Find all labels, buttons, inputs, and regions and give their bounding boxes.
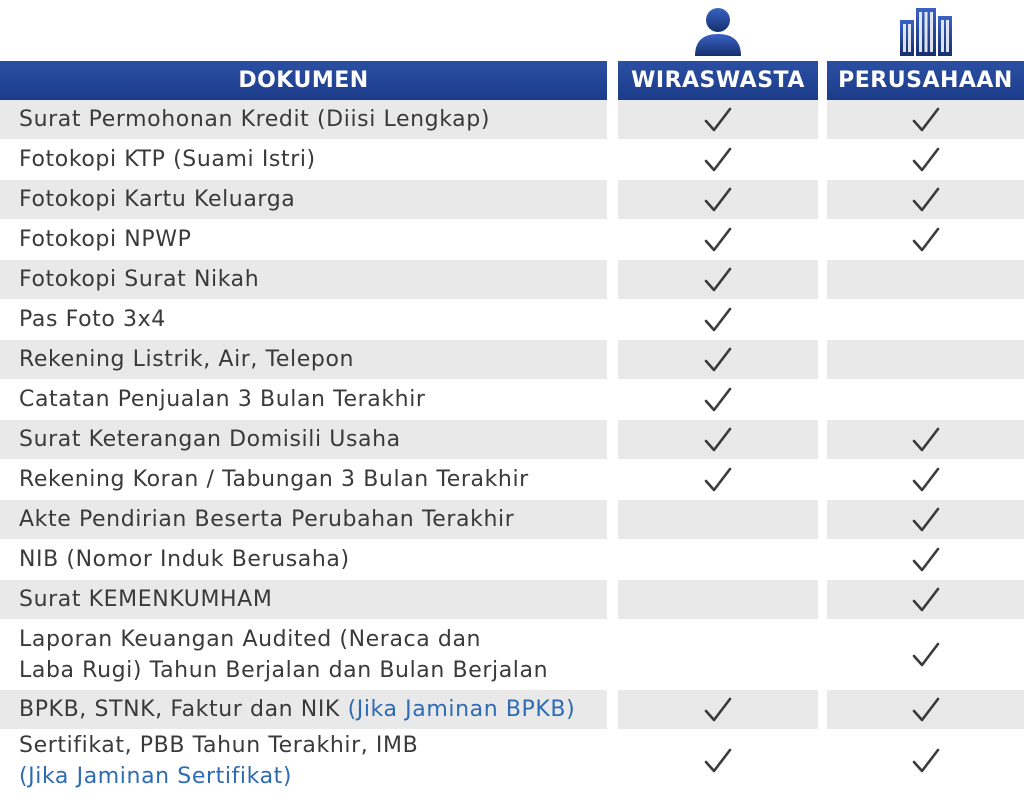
document-name [0,260,607,299]
document-name [0,620,607,689]
wiraswasta-cell [618,340,818,379]
document-label-line: Laporan Keuangan Audited (Neraca dan [19,626,482,652]
table-row [0,260,1024,300]
document-label [19,344,354,375]
checkmark-icon [703,695,733,725]
checkmark-icon [911,465,941,495]
wiraswasta-cell [618,420,818,459]
table-row [0,380,1024,420]
wiraswasta-cell [618,140,818,179]
column-header-perusahaan: PERUSAHAAN [827,61,1024,100]
checkmark-icon [703,225,733,255]
document-label-line: Fotokopi Surat Nikah [19,267,260,292]
document-label [19,504,514,535]
table-row [0,580,1024,620]
table-row [0,180,1024,220]
checkmark-icon [911,505,941,535]
document-label [19,104,490,135]
perusahaan-cell [827,730,1024,792]
wiraswasta-cell [618,180,818,219]
perusahaan-cell [827,260,1024,299]
document-name [0,300,607,339]
checkmark-icon [911,545,941,575]
perusahaan-cell [827,220,1024,259]
document-label [19,464,529,495]
perusahaan-cell [827,620,1024,689]
document-label [19,624,548,686]
document-label [19,730,418,792]
checkmark-icon [703,265,733,295]
table-row [0,140,1024,180]
document-label-line: Fotokopi NPWP [19,227,192,252]
wiraswasta-cell [618,730,818,792]
wiraswasta-cell [618,460,818,499]
building-icon [896,6,956,56]
wiraswasta-cell [618,540,818,579]
document-name [0,420,607,459]
checkmark-icon [703,185,733,215]
document-label [19,424,401,455]
perusahaan-cell [827,420,1024,459]
checkmark-icon [911,640,941,670]
document-table [0,100,1024,793]
document-label-line: Rekening Listrik, Air, Telepon [19,347,355,372]
table-row [0,300,1024,340]
perusahaan-cell [827,100,1024,139]
wiraswasta-cell [618,380,818,419]
checkmark-icon [911,585,941,615]
document-label-line: Catatan Penjualan 3 Bulan Terakhir [19,387,426,412]
document-name [0,100,607,139]
table-row [0,730,1024,793]
table-row [0,420,1024,460]
document-label-line: Surat Keterangan Domisili Usaha [19,427,401,452]
document-label-line: NIB (Nomor Induk Berusaha) [19,547,350,572]
document-name [0,540,607,579]
collateral-note: (Jika Jaminan Sertifikat) [19,764,293,789]
table-row [0,100,1024,140]
document-label [19,384,426,415]
checkmark-icon [703,465,733,495]
perusahaan-cell [827,140,1024,179]
document-label-line: Fotokopi KTP (Suami Istri) [19,147,316,172]
checkmark-icon [911,746,941,776]
document-label-line: Akte Pendirian Beserta Perubahan Terakhir [19,507,515,532]
checkmark-icon [703,746,733,776]
checkmark-icon [703,305,733,335]
document-label-line: Sertifikat, PBB Tahun Terakhir, IMB [19,733,419,758]
perusahaan-cell [827,340,1024,379]
checkmark-icon [911,225,941,255]
checkmark-icon [911,695,941,725]
checkmark-icon [911,425,941,455]
wiraswasta-cell [618,100,818,139]
wiraswasta-cell [618,690,818,729]
document-name [0,220,607,259]
checkmark-icon [703,425,733,455]
wiraswasta-cell [618,300,818,339]
document-label [19,304,166,335]
document-label [19,584,272,615]
document-name [0,340,607,379]
wiraswasta-cell [618,220,818,259]
document-label-line: Rekening Koran / Tabungan 3 Bulan Terakhir [19,467,529,492]
wiraswasta-cell [618,620,818,689]
table-row [0,500,1024,540]
document-name [0,460,607,499]
document-label [19,694,575,725]
perusahaan-column-icon [827,4,1024,56]
perusahaan-cell [827,380,1024,419]
document-label-line: BPKB, STNK, Faktur dan NIK [19,697,348,722]
document-label-line: Fotokopi Kartu Keluarga [19,187,296,212]
document-name [0,180,607,219]
document-name [0,690,607,729]
document-name [0,580,607,619]
document-label-line: Surat Permohonan Kredit (Diisi Lengkap) [19,107,491,132]
document-label [19,224,191,255]
checkmark-icon [703,345,733,375]
document-label-line: Pas Foto 3x4 [19,307,166,332]
checkmark-icon [911,105,941,135]
table-row [0,460,1024,500]
document-name [0,380,607,419]
perusahaan-cell [827,580,1024,619]
column-header-wiraswasta: WIRASWASTA [618,61,818,100]
table-row [0,620,1024,690]
table-row [0,540,1024,580]
wiraswasta-cell [618,500,818,539]
document-name [0,500,607,539]
document-name [0,730,607,792]
checkmark-icon [703,105,733,135]
checkmark-icon [703,385,733,415]
wiraswasta-column-icon [618,4,818,56]
document-label [19,264,259,295]
document-label [19,144,316,175]
collateral-note: (Jika Jaminan BPKB) [347,697,576,722]
perusahaan-cell [827,500,1024,539]
checkmark-icon [703,145,733,175]
person-icon [693,6,743,56]
perusahaan-cell [827,540,1024,579]
table-row [0,220,1024,260]
checkmark-icon [911,145,941,175]
table-row [0,340,1024,380]
document-label [19,184,295,215]
perusahaan-cell [827,690,1024,729]
document-label-line: Laba Rugi) Tahun Berjalan dan Bulan Berjalan [19,657,549,683]
perusahaan-cell [827,460,1024,499]
document-label-line: Surat KEMENKUMHAM [19,587,273,612]
document-name [0,140,607,179]
column-header-dokumen: DOKUMEN [0,61,607,100]
document-label [19,544,350,575]
wiraswasta-cell [618,260,818,299]
wiraswasta-cell [618,580,818,619]
table-row [0,690,1024,730]
perusahaan-cell [827,180,1024,219]
checkmark-icon [911,185,941,215]
perusahaan-cell [827,300,1024,339]
